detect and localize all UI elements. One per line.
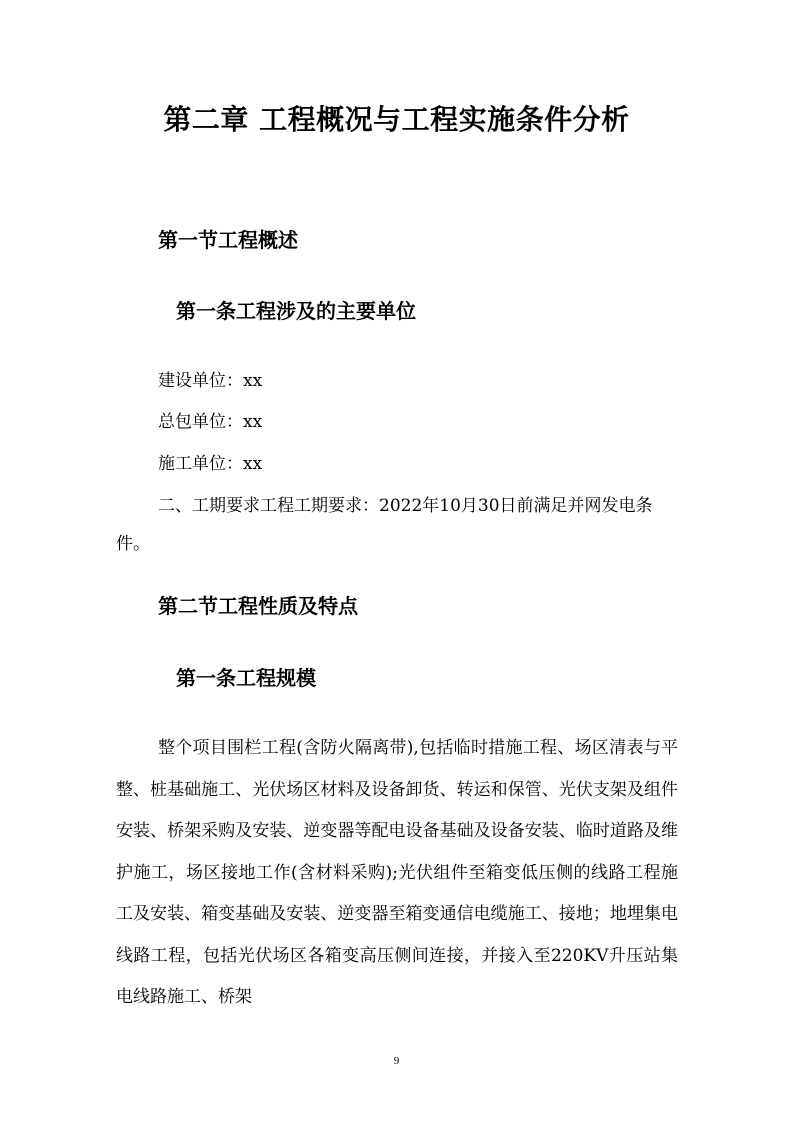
section-heading-nature: 第二节工程性质及特点 [158,594,358,618]
builder-unit-line: 施工单位：xx [158,454,263,474]
page-number: 9 [393,1055,400,1067]
construction-unit-line: 建设单位：xx [158,371,263,391]
article-heading-scale: 第一条工程规模 [176,666,316,690]
chapter-title: 第二章 工程概况与工程实施条件分析 [163,103,630,136]
schedule-requirement-paragraph: 二、工期要求工程工期要求：2022年10月30日前满足并网发电条件。 [116,496,653,554]
project-scale-paragraph: 整个项目围栏工程(含防火隔离带),包括临时措施工程、场区清表与平整、桩基础施工、光伏场区材料及设备卸货、转运和保管、光伏支架及组件安装、桥架采购及安装、逆变器等配电设备基础及设备安装、临时道路及维护施工，场区接地工作(含材料采购);光伏组件至箱变低压侧的线路工程施工及安装、箱变基础及安装、逆变器至箱变通信电缆施工、接地；地埋集电线路工程，包括光伏场区各箱变高压侧间连接，并接入至220KV升压站集电线路施工、桥架 [116,738,678,1007]
general-contractor-line: 总包单位：xx [158,412,263,432]
section-heading-overview: 第一节工程概述 [158,228,298,252]
article-heading-main-units: 第一条工程涉及的主要单位 [176,299,416,323]
